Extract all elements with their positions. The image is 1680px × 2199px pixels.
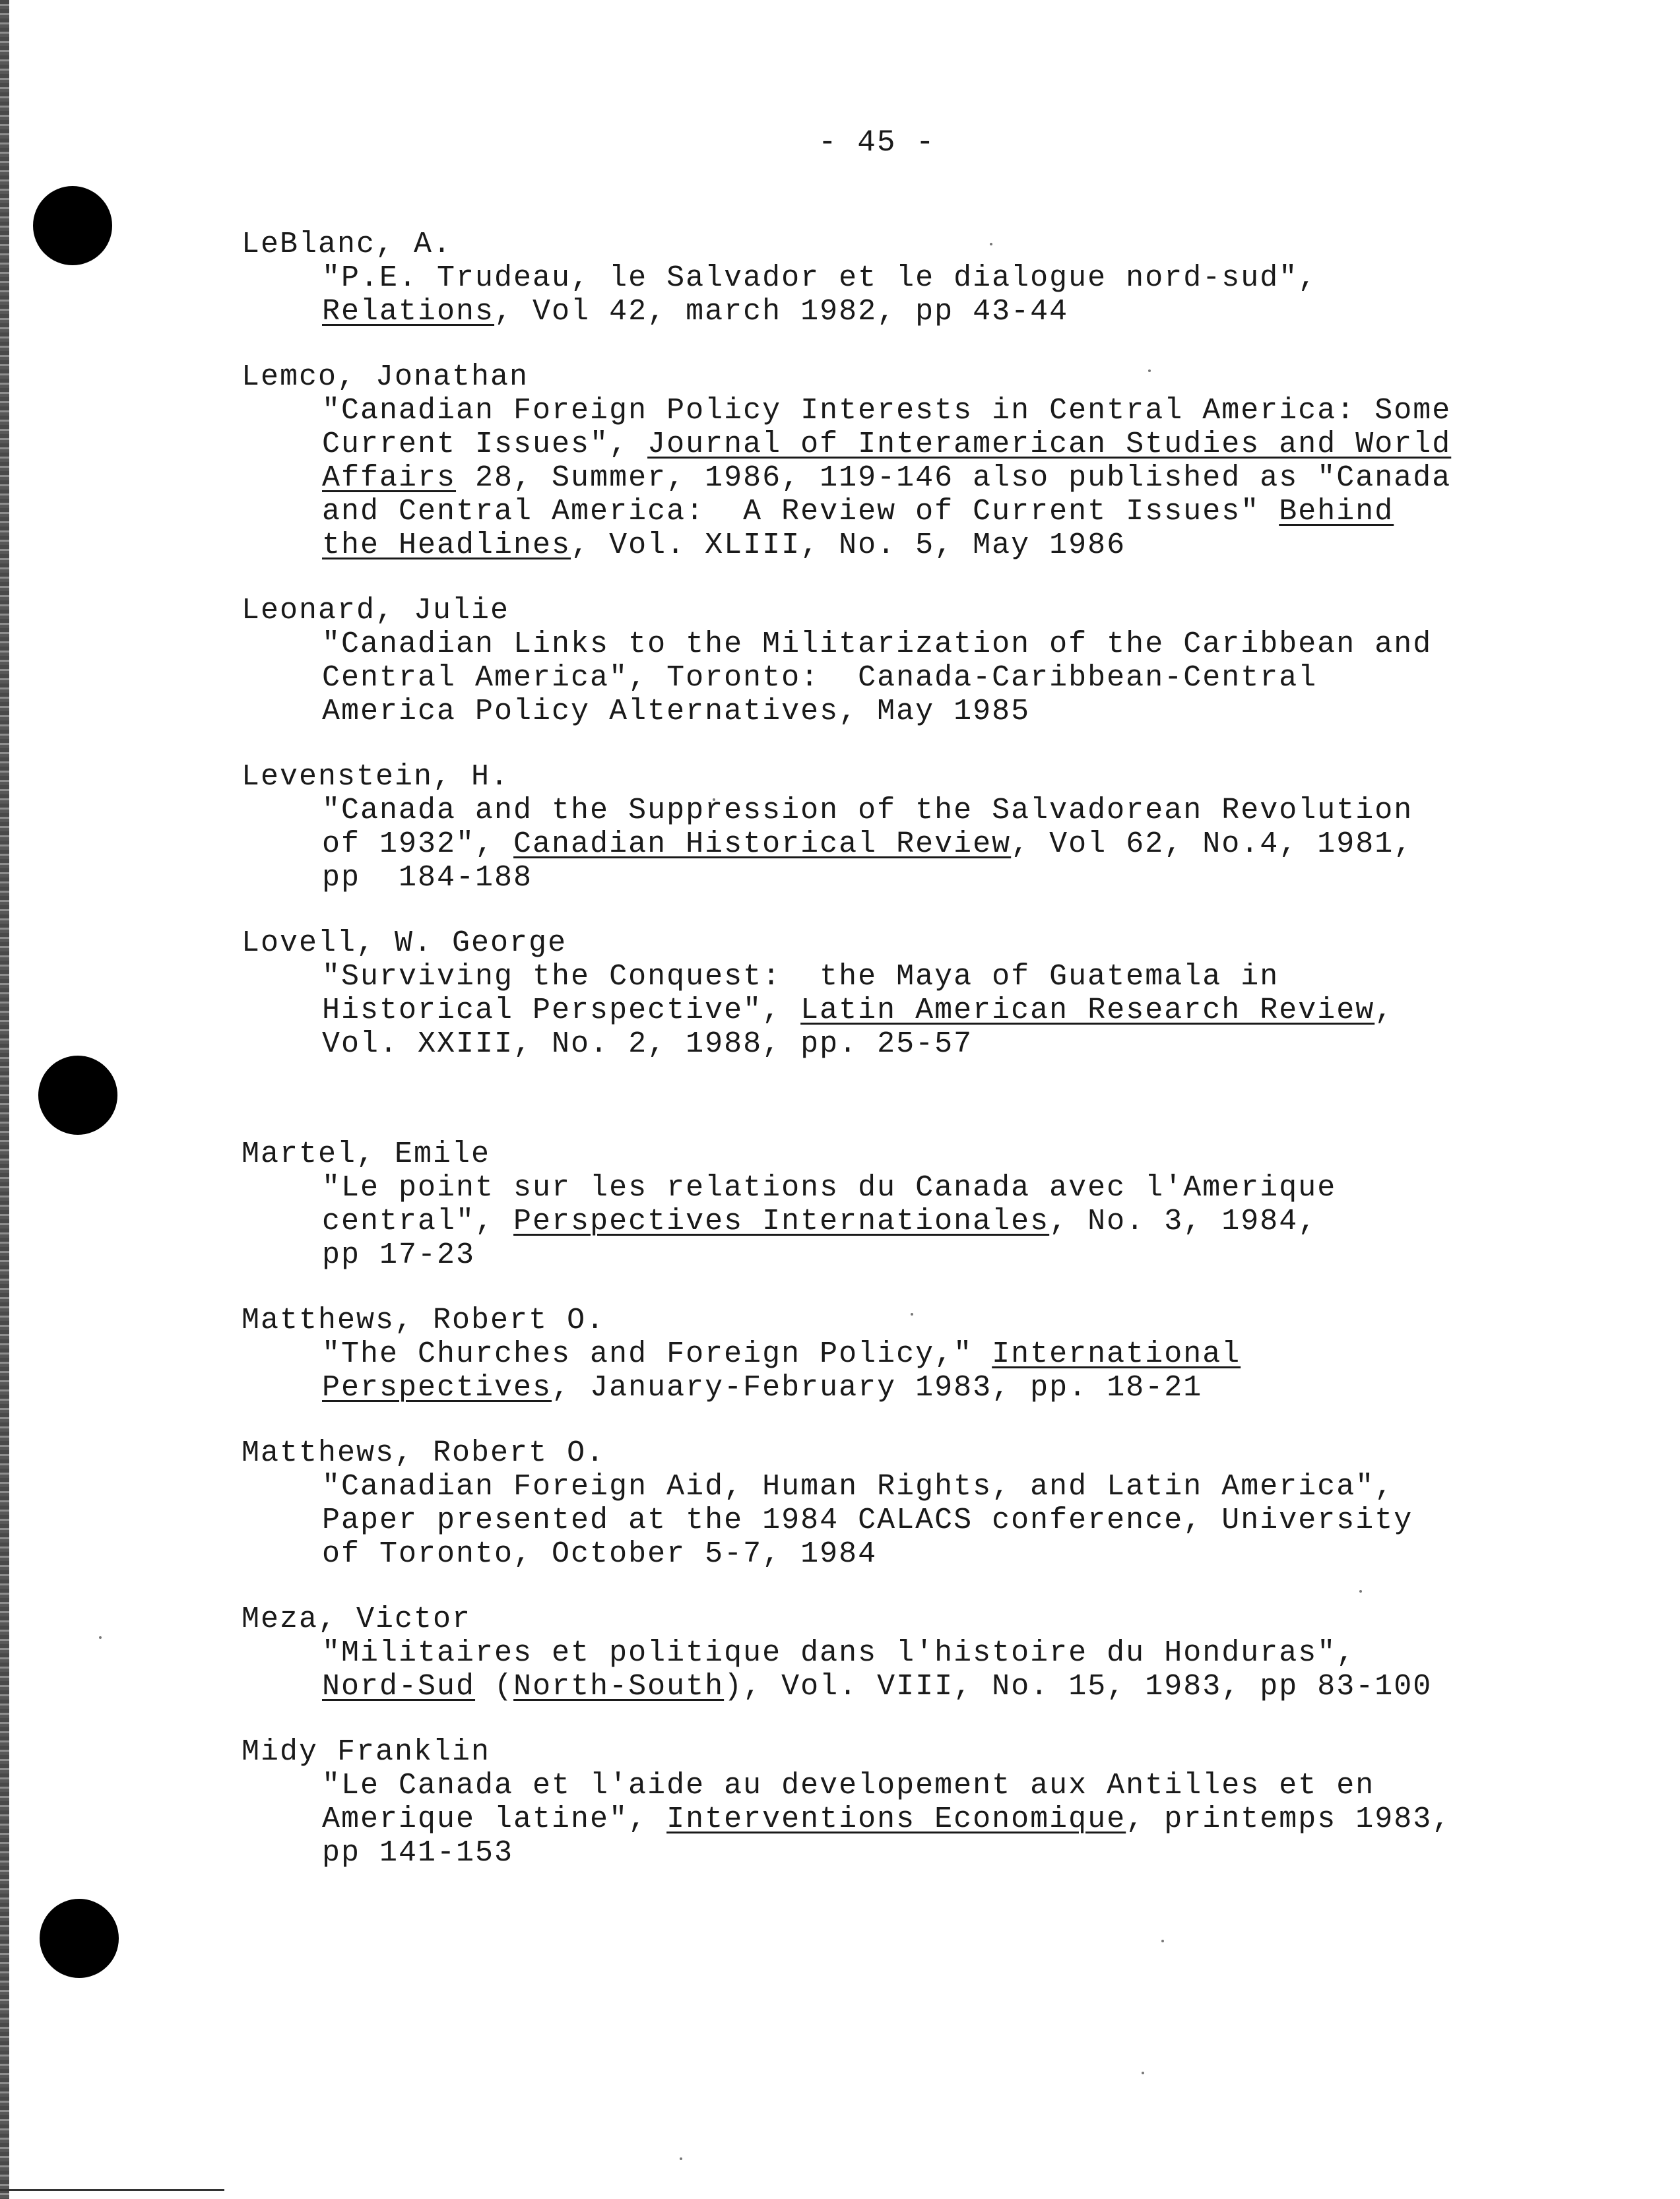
publication-title: Latin American Research Review xyxy=(800,994,1375,1027)
entry-citation-line xyxy=(242,960,1535,994)
entry-author: Levenstein, H. xyxy=(242,760,510,794)
scan-edge xyxy=(0,0,9,2199)
entry-citation-line xyxy=(242,627,1535,661)
entry-author: Matthews, Robert O. xyxy=(242,1304,606,1337)
citation-text: , xyxy=(1374,994,1394,1027)
publication-title: Journal of Interamerican Studies and World xyxy=(647,428,1452,461)
entry-citation-line xyxy=(242,1636,1535,1670)
entry-citation-line xyxy=(242,1802,1535,1836)
citation-text: "Canadian Foreign Aid, Human Rights, and Latin America", xyxy=(322,1470,1394,1504)
citation-text: Amerique latine", xyxy=(322,1802,667,1836)
publication-title: Perspectives Internationales xyxy=(513,1205,1050,1238)
citation-text: "Canada and the Suppression of the Salvadorean Revolution xyxy=(322,794,1413,827)
bibliography-entry xyxy=(242,228,1535,329)
entry-author: LeBlanc, A. xyxy=(242,228,453,261)
punch-hole-middle xyxy=(38,1056,117,1135)
citation-text: , Vol. XLIII, No. 5, May 1986 xyxy=(571,528,1126,562)
citation-text: , printemps 1983, xyxy=(1126,1802,1452,1836)
citation-text: Paper presented at the 1984 CALACS conference, University xyxy=(322,1504,1413,1537)
citation-text: "Canadian Foreign Policy Interests in Central America: Some xyxy=(322,394,1452,428)
entry-citation-line xyxy=(242,1470,1535,1504)
citation-text: , January-February 1983, pp. 18-21 xyxy=(552,1371,1203,1405)
citation-text: , Vol 42, march 1982, pp 43-44 xyxy=(494,295,1069,329)
entry-citation-line xyxy=(242,461,1535,495)
publication-title: Perspectives xyxy=(322,1371,552,1405)
entry-citation-line xyxy=(242,661,1535,695)
entry-author: Midy Franklin xyxy=(242,1735,491,1769)
entry-citation-line xyxy=(242,495,1535,528)
scan-bottom-rule xyxy=(0,2189,224,2191)
citation-text: pp 141-153 xyxy=(322,1836,514,1870)
entry-author: Lovell, W. George xyxy=(242,926,567,960)
bibliography-entry xyxy=(242,1735,1535,1870)
citation-text: and Central America: A Review of Current Issues" xyxy=(322,495,1279,528)
entry-citation-line xyxy=(242,261,1535,295)
citation-text: Current Issues", xyxy=(322,428,648,461)
citation-text: Historical Perspective", xyxy=(322,994,801,1027)
entry-citation-line xyxy=(242,394,1535,428)
entry-citation-line xyxy=(242,1504,1535,1537)
citation-text: central", xyxy=(322,1205,514,1238)
entry-author: Lemco, Jonathan xyxy=(242,360,529,394)
citation-text: pp 184-188 xyxy=(322,861,533,895)
citation-text: ( xyxy=(475,1670,514,1704)
entry-citation-line xyxy=(242,1670,1535,1704)
scan-speck xyxy=(680,2157,682,2160)
citation-text: of 1932", xyxy=(322,827,514,861)
publication-title: the Headlines xyxy=(322,528,571,562)
citation-text: "Le Canada et l'aide au developement aux Antilles et en xyxy=(322,1769,1375,1802)
entry-author: Meza, Victor xyxy=(242,1603,472,1636)
bibliography-entry xyxy=(242,594,1535,728)
entry-citation-line xyxy=(242,794,1535,827)
citation-text: "Surviving the Conquest: the Maya of Guatemala in xyxy=(322,960,1279,994)
bibliography-list xyxy=(242,228,1535,1901)
publication-title: Relations xyxy=(322,295,495,329)
scan-speck xyxy=(99,1636,102,1639)
publication-title: Affairs xyxy=(322,461,457,495)
bibliography-entry xyxy=(242,1603,1535,1704)
publication-title: International xyxy=(992,1337,1241,1371)
publication-title: Interventions Economique xyxy=(666,1802,1126,1836)
entry-citation-line xyxy=(242,1769,1535,1802)
punch-hole-bottom xyxy=(40,1899,119,1978)
citation-text: , Vol 62, No.4, 1981, xyxy=(1011,827,1413,861)
entry-citation-line xyxy=(242,528,1535,562)
citation-text: "Le point sur les relations du Canada avec l'Amerique xyxy=(322,1171,1337,1205)
entry-citation-line xyxy=(242,1171,1535,1205)
entry-citation-line xyxy=(242,861,1535,895)
citation-text: pp 17-23 xyxy=(322,1238,476,1272)
bibliography-entry xyxy=(242,1304,1535,1405)
citation-text: "Canadian Links to the Militarization of the Caribbean and xyxy=(322,627,1433,661)
entry-citation-line xyxy=(242,1027,1535,1061)
citation-text: "Militaires et politique dans l'histoire du Honduras", xyxy=(322,1636,1356,1670)
publication-title: Behind xyxy=(1279,495,1394,528)
entry-author: Matthews, Robert O. xyxy=(242,1436,606,1470)
publication-title: Nord-Sud xyxy=(322,1670,476,1704)
citation-text: , No. 3, 1984, xyxy=(1049,1205,1318,1238)
citation-text: "P.E. Trudeau, le Salvador et le dialogue nord-sud", xyxy=(322,261,1318,295)
citation-text: of Toronto, October 5-7, 1984 xyxy=(322,1537,878,1571)
entry-citation-line xyxy=(242,994,1535,1027)
entry-citation-line xyxy=(242,1337,1535,1371)
publication-title: North-South xyxy=(513,1670,725,1704)
citation-text: "The Churches and Foreign Policy," xyxy=(322,1337,992,1371)
entry-citation-line xyxy=(242,1371,1535,1405)
scan-speck xyxy=(1161,1940,1164,1942)
entry-citation-line xyxy=(242,695,1535,728)
entry-citation-line xyxy=(242,827,1535,861)
entry-citation-line xyxy=(242,1205,1535,1238)
publication-title: Canadian Historical Review xyxy=(513,827,1012,861)
entry-author: Leonard, Julie xyxy=(242,594,510,627)
entry-citation-line xyxy=(242,1238,1535,1272)
bibliography-entry xyxy=(242,1137,1535,1272)
entry-citation-line xyxy=(242,1537,1535,1571)
bibliography-entry xyxy=(242,360,1535,562)
entry-citation-line xyxy=(242,1836,1535,1870)
entry-citation-line xyxy=(242,428,1535,461)
citation-text: Central America", Toronto: Canada-Caribbean-Central xyxy=(322,661,1318,695)
citation-text: America Policy Alternatives, May 1985 xyxy=(322,695,1031,728)
bibliography-entry xyxy=(242,926,1535,1061)
page-number: - 45 - xyxy=(818,125,936,160)
entry-author: Martel, Emile xyxy=(242,1137,491,1171)
bibliography-entry xyxy=(242,1436,1535,1571)
entry-citation-line xyxy=(242,295,1535,329)
punch-hole-top xyxy=(33,186,112,265)
bibliography-entry xyxy=(242,760,1535,895)
scan-speck xyxy=(1142,2072,1144,2074)
citation-text: Vol. XXIII, No. 2, 1988, pp. 25-57 xyxy=(322,1027,973,1061)
citation-text: 28, Summer, 1986, 119-146 also published as "Canada xyxy=(456,461,1452,495)
citation-text: ), Vol. VIII, No. 15, 1983, pp 83-100 xyxy=(724,1670,1433,1704)
